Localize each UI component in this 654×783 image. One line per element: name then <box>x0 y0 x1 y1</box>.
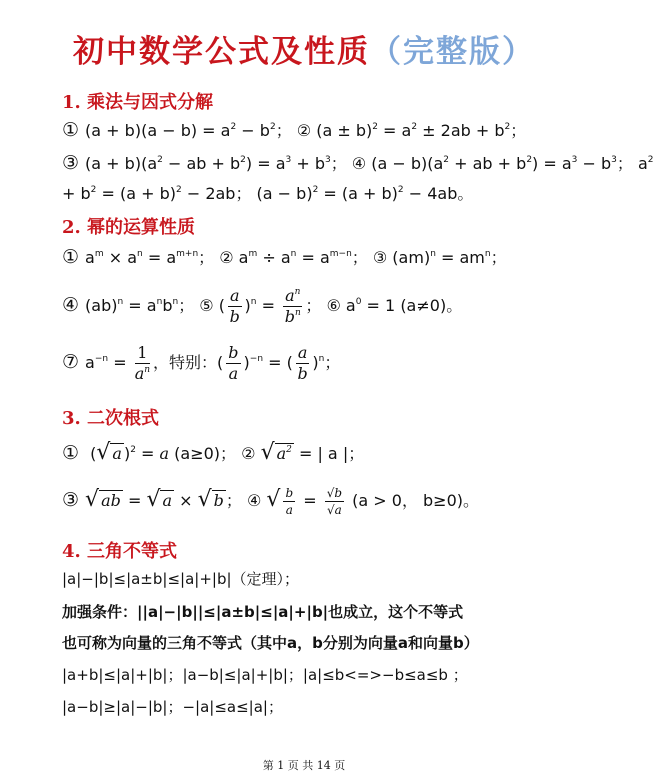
fraction-a-over-b: $\frac{a}{b}$ <box>229 286 240 326</box>
formula-line: ③ √ ab = √ a × √ b ； ④ √ $\frac{b}{a}$ = $\frac{√b}{√a}$ (a > 0， b≥0)。 <box>62 486 480 517</box>
page-footer: 第 1 页 共 14 页 <box>262 759 346 772</box>
formula-line: ① (√ a )$^2$ = a (a≥0)； ② √ $a^2$ = | a |； <box>62 440 365 465</box>
formula-line: ① $(a + b)(a - b) = a^2 - b^2$； ② $(a \pm b)^2 = a^2 \pm 2ab + b^2$； <box>62 119 527 141</box>
fraction-b-over-a: $\frac{b}{a}$ <box>228 343 239 383</box>
title-main: 初中数学公式及性质 <box>73 34 370 70</box>
fraction-an-over-bn: $\frac{a^n}{b^n}$ <box>284 286 301 326</box>
formula-line: + $b^2 = (a + b)^2 - 2ab$； $(a - b)^2 = (a + b)^2 - 4ab$。 <box>62 184 474 203</box>
formula-line: ① $a^m \times a^n = a^{m+n}$； ② $a^m \div a^n = a^{m-n}$； ③ $(am)^n = am^n$； <box>62 246 507 268</box>
formula-line: ③ $(a + b)(a^2$ − ab + $b^2) = a^3 + b^3$； ④ $(a - b)(a^2$ + ab + $b^2) = a^3 - b^3$； $a^2$ <box>62 152 654 174</box>
section-heading-radicals: 3. 二次根式 <box>62 408 160 429</box>
title-subtitle: （完整版） <box>370 34 535 70</box>
text-line: 也可称为向量的三角不等式（其中a，b分别为向量a和向量b） <box>62 634 479 652</box>
fraction-a-over-b-2: $\frac{a}{b}$ <box>297 343 308 383</box>
text-line: |a|−|b|≤|a±b|≤|a|+|b|（定理）； <box>62 570 300 588</box>
text-line: |a+b|≤|a|+|b|；|a−b|≤|a|+|b|；|a|≤b<=>−b≤a≤b ； <box>62 666 468 684</box>
section-heading-powers: 2. 幂的运算性质 <box>62 217 196 238</box>
fraction-1-over-an: $\frac{1}{a^n}$ <box>134 343 151 383</box>
text-line: |a−b|≥|a|−|b|；−|a|≤a≤|a|； <box>62 698 283 716</box>
formula-line: ⑦ $a^{-n}$ = $\frac{1}{a^n}$ ，特别：( $\frac{b}{a}$ )$^{-n}$ = ( $\frac{a}{b}$ )$^n$； <box>62 343 341 383</box>
section-heading-multiplication: 1. 乘法与因式分解 <box>62 92 214 113</box>
section-heading-triangle-inequality: 4. 三角不等式 <box>62 541 178 562</box>
text-line: 加强条件：||a|−|b||≤|a±b|≤|a|+|b|也成立，这个不等式 <box>62 603 464 621</box>
page-title <box>0 26 608 71</box>
formula-line: ④ $(ab)^n = a^nb^n$； ⑤ ( $\frac{a}{b}$ )$^n$ = $\frac{a^n}{b^n}$ ； ⑥ $a^0 = 1$ (a≠0)。 <box>62 286 463 326</box>
